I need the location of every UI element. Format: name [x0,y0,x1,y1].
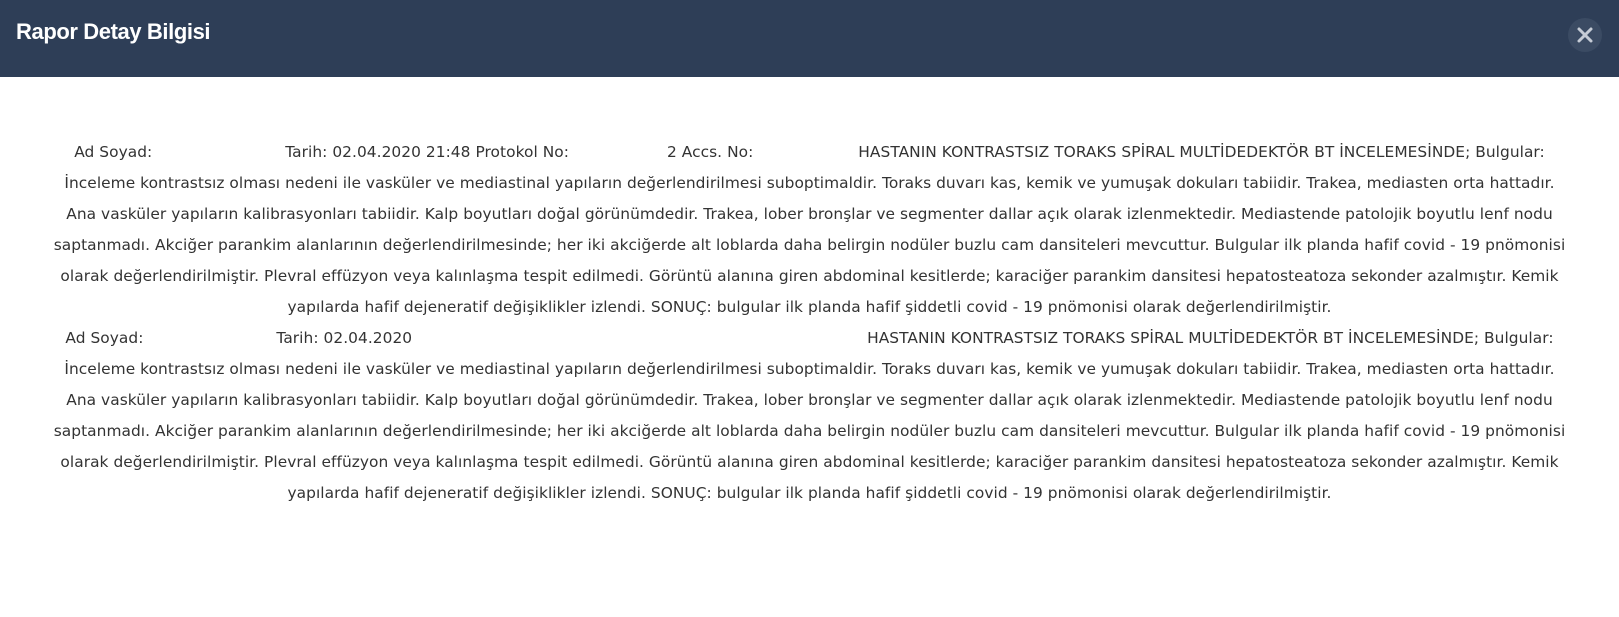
accs-label: Accs. No: [681,143,754,161]
ad-soyad-label: Ad Soyad: [65,329,144,347]
tarih-value: 02.04.2020 [323,329,413,347]
modal-body [50,137,1569,509]
report-entry-2 [50,323,1569,509]
redacted-protokol [569,145,667,159]
modal-title: Rapor Detay Bilgisi [16,18,211,44]
redacted-name [152,145,280,159]
protokol-tail: 2 [666,143,677,161]
redacted-protokol-accs [412,331,862,345]
close-button[interactable] [1568,18,1602,52]
redacted-name [143,331,271,345]
ad-soyad-label: Ad Soyad: [74,143,153,161]
protokol-label: Protokol No: [475,143,569,161]
modal-header [0,0,1619,77]
tarih-value: 02.04.2020 21:48 [332,143,471,161]
report-findings: HASTANIN KONTRASTSIZ TORAKS SPİRAL MULTİDEDEKTÖR BT İNCELEMESİNDE; Bulgular: İnceleme kontrastsız olması nedeni ile vasküler ve mediastinal yapıların değerlendirilmesi suboptimaldir. Toraks duvarı kas, kemik ve yumuşak dokuları tabiidir. Trakea, mediasten orta hattadır. Ana vasküler yapıların kalibrasyonları tabiidir. Kalp boyutları doğal görünümdedir. Trakea, lober bronşlar ve segmenter dallar açık olarak izlenmektedir. Mediastende patolojik boyutlu lenf nodu saptanmadı. Akciğer parankim alanlarının değerlendirilmesinde; her iki akciğerde alt loblarda daha belirgin nodüler buzlu cam dansiteleri mevcuttur. Bulgular ilk planda hafif covid - 19 pnömonisi olarak değerlendirilmiştir. Plevral effüzyon veya kalınlaşma tespit edilmedi. Görüntü alanına giren abdominal kesitlerde; karaciğer parankim dansitesi hepatosteatoza sekonder azalmıştır. Kemik yapılarda hafif dejeneratif değişiklikler izlendi. SONUÇ: bulgular ilk planda hafif şiddetli covid - 19 pnömonisi olarak değerlendirilmiştir. [53,143,1566,316]
redacted-accs [753,145,853,159]
report-findings: HASTANIN KONTRASTSIZ TORAKS SPİRAL MULTİDEDEKTÖR BT İNCELEMESİNDE; Bulgular: İnceleme kontrastsız olması nedeni ile vasküler ve mediastinal yapıların değerlendirilmesi suboptimaldir. Toraks duvarı kas, kemik ve yumuşak dokuları tabiidir. Trakea, mediasten orta hattadır. Ana vasküler yapıların kalibrasyonları tabiidir. Kalp boyutları doğal görünümdedir. Trakea, lober bronşlar ve segmenter dallar açık olarak izlenmektedir. Mediastende patolojik boyutlu lenf nodu saptanmadı. Akciğer parankim alanlarının değerlendirilmesinde; her iki akciğerde alt loblarda daha belirgin nodüler buzlu cam dansiteleri mevcuttur. Bulgular ilk planda hafif covid - 19 pnömonisi olarak değerlendirilmiştir. Plevral effüzyon veya kalınlaşma tespit edilmedi. Görüntü alanına giren abdominal kesitlerde; karaciğer parankim dansitesi hepatosteatoza sekonder azalmıştır. Kemik yapılarda hafif dejeneratif değişiklikler izlendi. SONUÇ: bulgular ilk planda hafif şiddetli covid - 19 pnömonisi olarak değerlendirilmiştir. [53,329,1566,502]
close-icon [1576,26,1594,44]
tarih-label: Tarih: [285,143,328,161]
report-entry-1 [50,137,1569,323]
tarih-label: Tarih: [276,329,319,347]
